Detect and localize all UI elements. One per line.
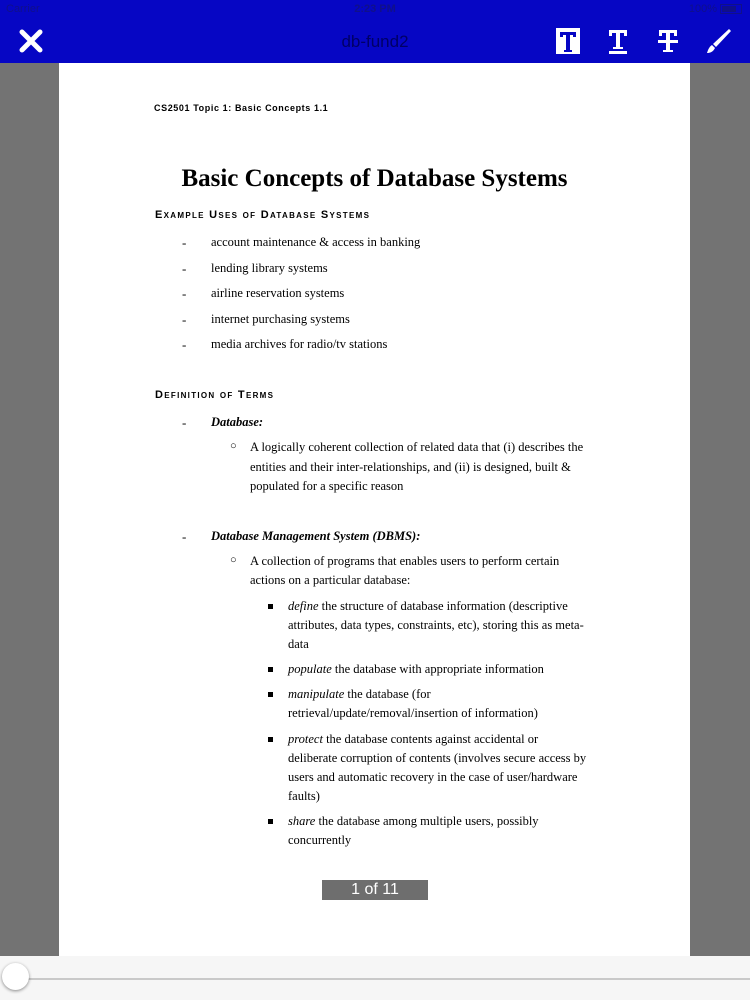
term-dbms: Database Management System (DBMS): (211, 529, 421, 543)
list-item: lending library systems (211, 261, 328, 275)
strikethrough-text-button[interactable] (653, 25, 683, 57)
page-slider-track[interactable] (14, 978, 750, 980)
definition-line: populated for a specific reason (250, 479, 404, 493)
section-heading-uses: Example Uses of Database Systems (155, 209, 371, 221)
bullet-verb: share (288, 814, 316, 828)
bullet-text: the database with appropriate information (331, 662, 544, 676)
highlight-text-button[interactable] (553, 25, 583, 57)
bullet-line (288, 730, 538, 749)
square-bullet (268, 604, 273, 609)
bullet-line: attributes, data types, constraints, etc), storing this as meta- (288, 618, 584, 632)
battery-percent: 100% (688, 3, 717, 15)
bullet-line (288, 685, 431, 704)
square-bullet (268, 737, 273, 742)
bullet-verb: populate (288, 662, 332, 676)
page-slider-thumb[interactable] (2, 963, 29, 990)
square-bullet (268, 667, 273, 672)
document-title: db-fund2 (341, 32, 409, 51)
bullet-text: the structure of database information (descriptive (318, 599, 568, 613)
page-scrubber-bar (0, 956, 750, 1000)
definition-line: entities and their inter-relationships, and (ii) is designed, built & (250, 460, 571, 474)
text-underline-icon (605, 27, 631, 55)
list-dash: - (182, 286, 187, 301)
list-dash: - (182, 337, 187, 352)
bullet-line (288, 597, 568, 616)
bullet-verb: protect (288, 732, 323, 746)
status-time: 2:23 PM (354, 3, 396, 15)
bullet-line: deliberate corruption of contents (involves secure access by (288, 751, 587, 765)
bullet-line: faults) (288, 789, 320, 803)
bullet-text: the database among multiple users, possibly (315, 814, 539, 828)
bullet-line: concurrently (288, 833, 352, 847)
pen-icon (705, 27, 733, 55)
definition-line: actions on a particular database: (250, 573, 411, 587)
battery-indicator (689, 3, 742, 15)
square-bullet (268, 819, 273, 824)
text-highlight-icon (555, 27, 581, 55)
list-dash: - (182, 529, 187, 544)
bullet-verb: manipulate (288, 687, 345, 701)
square-bullet (268, 692, 273, 697)
carrier-label: Carrier (6, 3, 40, 15)
page-indicator: 1 of 11 (322, 880, 428, 900)
bullet-line: data (288, 637, 309, 651)
section-heading-definitions: Definition of Terms (155, 389, 275, 401)
list-dash: - (182, 261, 187, 276)
bullet-line (288, 660, 544, 679)
list-dash: - (182, 235, 187, 250)
list-item: internet purchasing systems (211, 312, 350, 326)
page-title: Basic Concepts of Database Systems (181, 165, 568, 192)
list-item: account maintenance & access in banking (211, 235, 421, 249)
circle-bullet: ○ (230, 440, 237, 452)
pen-button[interactable] (704, 25, 734, 57)
text-strikethrough-icon (655, 27, 681, 55)
term-database: Database: (211, 415, 264, 429)
page-header: CS2501 Topic 1: Basic Concepts 1.1 (154, 103, 329, 113)
underline-text-button[interactable] (603, 25, 633, 57)
list-item: media archives for radio/tv stations (211, 337, 388, 351)
bullet-line (288, 812, 539, 831)
bullet-verb: define (288, 599, 319, 613)
document-page[interactable] (59, 63, 690, 956)
definition-line: A collection of programs that enables users to perform certain (250, 554, 560, 568)
circle-bullet: ○ (230, 554, 237, 566)
bullet-line: users and automatic recovery in the case of user/hardware (288, 770, 578, 784)
top-toolbar (0, 0, 750, 63)
battery-icon (720, 4, 742, 14)
status-bar (0, 0, 750, 20)
list-dash: - (182, 312, 187, 327)
list-item: airline reservation systems (211, 286, 345, 300)
bullet-line: retrieval/update/removal/insertion of information) (288, 706, 538, 720)
bullet-text: the database (for (344, 687, 431, 701)
definition-line: A logically coherent collection of related data that (i) describes the (250, 440, 584, 454)
list-dash: - (182, 415, 187, 430)
bullet-text: the database contents against accidental or (322, 732, 539, 746)
